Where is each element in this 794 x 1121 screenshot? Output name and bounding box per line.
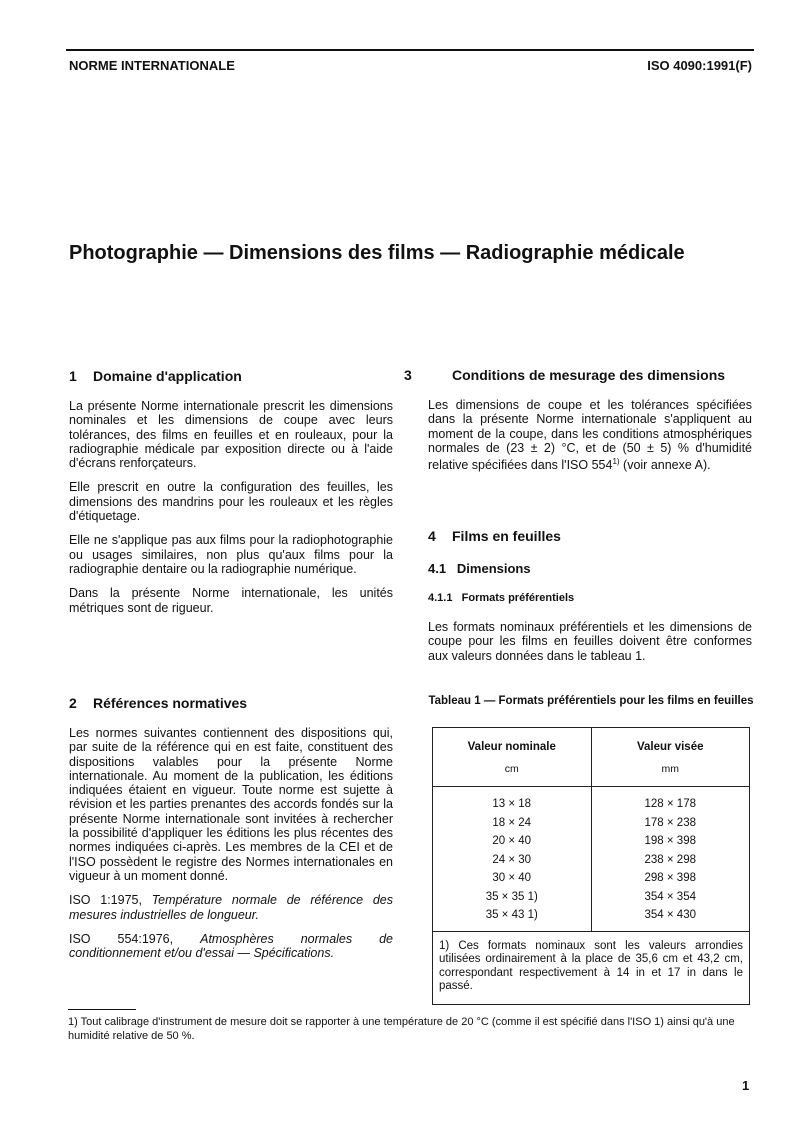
paragraph: La présente Norme internationale prescrit les dimensions nominales et les dimensions de coupe avec leurs tolérances, des films en feuilles et en rouleaux, pour la radiographie médicale par exposition directe ou à l'aide d'écrans renforçateurs. <box>69 399 393 471</box>
reference: ISO 554:1976, Atmosphères normales de conditionnement et/ou d'essai — Spécifications. <box>69 931 394 961</box>
section-4 <box>428 527 752 673</box>
column-header: Valeur nominale cm <box>433 728 592 787</box>
section-3 <box>404 366 752 483</box>
table-cell: 18 × 24 <box>492 816 532 829</box>
section-number: 2 <box>69 695 77 711</box>
table-cell: 24 × 30 <box>492 853 532 866</box>
section-1 <box>69 367 393 625</box>
table-cell: 238 × 298 <box>644 853 696 866</box>
paragraph: Les formats nominaux préférentiels et les dimensions de coupe pour les films en feuilles doivent être conformes aux valeurs données dans le tableau 1. <box>428 620 752 663</box>
paragraph: Elle prescrit en outre la configuration des feuilles, les dimensions des mandrins pour les rouleaux et les règles d'étiquetage. <box>69 480 393 524</box>
page-title: Photographie — Dimensions des films — Radiographie médicale <box>69 242 685 264</box>
table-cell: 354 × 430 <box>644 909 696 921</box>
paragraph: Elle ne s'applique pas aux films pour la radiophotographie ou usages similaires, non plus qu'aux films pour la radiographie dentaire ou la radiographie numérique. <box>69 533 393 576</box>
table-cell: 298 × 398 <box>644 872 696 884</box>
section-title: Références normatives <box>93 695 248 711</box>
table-cell: 354 × 354 <box>644 890 696 903</box>
formats-table <box>432 727 750 1005</box>
section-number: 3 <box>404 367 412 383</box>
footnote-rule <box>68 1009 136 1010</box>
paragraph: Les dimensions de coupe et les tolérances spécifiées dans la présente Norme internationale s'appliquent au moment de la coupe, dans les conditions atmosphériques normales de (23 ± 2) °C, et de (50 ± 5) % d'humidité relative spécifiées dans l'ISO 554$^{1)}$ (voir annexe A). <box>428 398 752 473</box>
paragraph: Dans la présente Norme internationale, les unités métriques sont de rigueur. <box>69 586 393 615</box>
section-title: Films en feuilles <box>452 528 561 544</box>
header-left: NORME INTERNATIONALE <box>69 58 235 73</box>
table-cell: 178 × 238 <box>644 816 696 829</box>
section-title: Domaine d'application <box>93 368 242 384</box>
paragraph: Les normes suivantes contiennent des dispositions qui, par suite de la référence qui en est faite, constituent des dispositions valables pour la présente Norme internationale. Au moment de la publication, les éditions indiquées étaient en vigueur. Toute norme est sujette à révision et les parties prenantes des accords fondés sur la présente Norme internationale sont invitées à rechercher la possibilité d'appliquer les éditions les plus récentes des normes indiquées ci-après. Les membres de la CEI et de l'ISO possèdent le registre des Normes internationales en vigueur à un moment donné. <box>69 726 393 883</box>
section-number: 1 <box>69 368 77 384</box>
column-header: Valeur visée mm <box>591 728 750 787</box>
section-number: 4 <box>428 528 436 544</box>
nominal-values <box>433 787 592 932</box>
header-right: ISO 4090:1991(F) <box>647 58 752 73</box>
header-rule <box>66 49 754 51</box>
table-cell: 20 × 40 <box>492 835 532 847</box>
table-cell: 128 × 178 <box>644 798 696 810</box>
target-values <box>591 787 750 932</box>
table-caption: Tableau 1 — Formats préférentiels pour les films en feuilles <box>428 695 754 707</box>
table-note: 1) Ces formats nominaux sont les valeurs arrondies utilisées ordinairement à la place de 35,6 cm et 43,2 cm, correspondant respectivement à 14 in et 17 in dans le passé. <box>433 931 750 1004</box>
page-number: 1 <box>742 1078 750 1093</box>
table-cell: 198 × 398 <box>644 835 696 847</box>
subsubsection-title: 4.1.1 Formats préférentiels <box>428 592 575 604</box>
footnote: 1) Tout calibrage d'instrument de mesure doit se rapporter à une température de 20 °C (comme il est spécifié dans l'ISO 1) ainsi qu'à une humidité relative de 50 %. <box>68 1016 735 1042</box>
table-cell: 35 × 43 1) <box>485 909 538 921</box>
reference: ISO 1:1975, Température normale de référence des mesures industrielles de longueur. <box>69 893 393 922</box>
table-cell: 35 × 35 1) <box>485 890 538 903</box>
subsection-title: 4.1 Dimensions <box>428 561 531 576</box>
table-cell: 30 × 40 <box>492 872 532 884</box>
section-2 <box>69 694 393 970</box>
section-title: Conditions de mesurage des dimensions <box>452 367 726 383</box>
table-cell: 13 × 18 <box>492 798 532 810</box>
